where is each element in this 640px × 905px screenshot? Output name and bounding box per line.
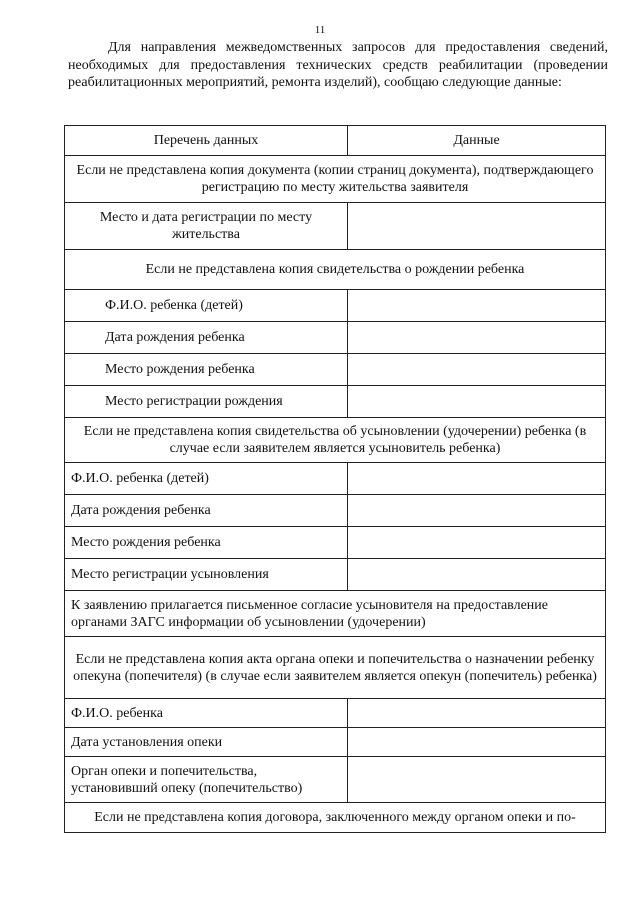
section-title-row	[65, 418, 606, 463]
section-title-adoption: Если не представлена копия свидетельства об усыновлении (удочерении) ребенка (в случае если заявителем является усыновитель ребенка)	[65, 418, 606, 463]
table-row	[65, 495, 606, 527]
value-cell[interactable]	[348, 463, 606, 495]
row-label: Место регистрации рождения	[65, 386, 348, 418]
row-label: Ф.И.О. ребенка (детей)	[65, 290, 348, 322]
consent-note: К заявлению прилагается письменное согласие усыновителя на предоставление органами ЗАГС информации об усыновлении (удочерении)	[65, 591, 606, 637]
value-cell[interactable]	[348, 386, 606, 418]
table-row	[65, 728, 606, 757]
table-row	[65, 699, 606, 728]
value-cell[interactable]	[348, 559, 606, 591]
section-title-row	[65, 250, 606, 290]
intro-text: Для направления межведомственных запросов для предоставления сведений, необходимых для предоставления технических средств реабилитации (проведении реабилитационных мероприятий, ремонта изделий), сообщаю следующие данные:	[68, 40, 608, 90]
table-row	[65, 463, 606, 495]
table-row	[65, 559, 606, 591]
row-label: Дата рождения ребенка	[65, 495, 348, 527]
row-label-registration: Место и дата регистрации по месту жительства	[65, 203, 348, 250]
table-row	[65, 203, 606, 250]
table-row	[65, 354, 606, 386]
section-title-row	[65, 156, 606, 203]
table-row	[65, 386, 606, 418]
value-cell[interactable]	[348, 757, 606, 803]
table-row	[65, 322, 606, 354]
header-col-data: Данные	[348, 126, 606, 156]
value-cell[interactable]	[348, 728, 606, 757]
section-title-contract: Если не представлена копия договора, заключенного между органом опеки и по-	[65, 803, 606, 833]
section-title-birth-certificate: Если не представлена копия свидетельства о рождении ребенка	[65, 250, 606, 290]
value-cell[interactable]	[348, 354, 606, 386]
section-title-row	[65, 803, 606, 833]
header-col-list: Перечень данных	[65, 126, 348, 156]
section-title-row	[65, 637, 606, 699]
row-label: Место рождения ребенка	[65, 354, 348, 386]
table-header-row	[65, 126, 606, 156]
section-title-guardianship: Если не представлена копия акта органа опеки и попечительства о назначении ребенку опекуна (попечителя) (в случае если заявителем является опекун (попечитель) ребенка)	[65, 637, 606, 699]
table-row	[65, 757, 606, 803]
value-cell[interactable]	[348, 203, 606, 250]
value-cell[interactable]	[348, 495, 606, 527]
value-cell[interactable]	[348, 699, 606, 728]
row-label: Дата установления опеки	[65, 728, 348, 757]
section-title-registration: Если не представлена копия документа (копии страниц документа), подтверждающего регистрацию по месту жительства заявителя	[65, 156, 606, 203]
value-cell[interactable]	[348, 322, 606, 354]
row-label: Ф.И.О. ребенка	[65, 699, 348, 728]
value-cell[interactable]	[348, 527, 606, 559]
data-table	[64, 125, 606, 833]
row-label: Место рождения ребенка	[65, 527, 348, 559]
row-label: Орган опеки и попечительства, установивший опеку (попечительство)	[65, 757, 348, 803]
value-cell[interactable]	[348, 290, 606, 322]
row-label: Место регистрации усыновления	[65, 559, 348, 591]
row-label: Ф.И.О. ребенка (детей)	[65, 463, 348, 495]
table-row	[65, 527, 606, 559]
intro-paragraph	[68, 39, 608, 92]
consent-row	[65, 591, 606, 637]
page-number: 11	[314, 24, 326, 36]
table-row	[65, 290, 606, 322]
row-label: Дата рождения ребенка	[65, 322, 348, 354]
